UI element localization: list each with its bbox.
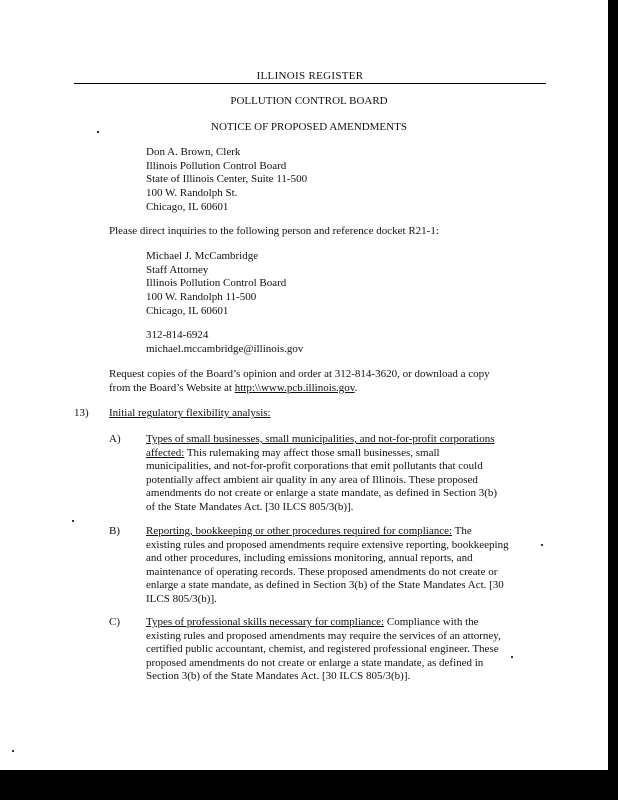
item-a-heading-line-1: Types of small businesses, small municipalities, and not-for-profit corporations — [146, 433, 495, 445]
item-a-line: potentially affect ambient air quality in any area of Illinois. These proposed — [146, 473, 478, 486]
item-a-line: of the State Mandates Act. [30 ILCS 805/3(b)]. — [146, 500, 354, 513]
item-c-line: existing rules and proposed amendments may require the services of an attorney, — [146, 629, 501, 642]
scan-speck — [541, 544, 543, 546]
inquiries-text: Please direct inquiries to the following person and reference docket R21-1: — [109, 225, 439, 237]
contact-phone: 312-814-6924 — [146, 329, 209, 341]
address-line: Chicago, IL 60601 — [146, 200, 229, 213]
contact-line: 100 W. Randolph 11-500 — [146, 291, 257, 304]
item-c-line: certified public accountant, chemist, and registered professional engineer. These — [146, 643, 499, 656]
item-letter-c: C) — [109, 616, 120, 628]
contact-line: Illinois Pollution Control Board — [146, 277, 287, 290]
contact-line: Staff Attorney — [146, 263, 209, 276]
item-b-paragraph — [146, 525, 509, 607]
item-a-line-2 — [146, 447, 497, 461]
item-b-line: maintenance of operating records. These proposed amendments do not create or — [146, 565, 498, 578]
item-b-line-1 — [146, 525, 509, 539]
contact-email: michael.mccambridge@illinois.gov — [146, 343, 304, 355]
item-a-line: municipalities, and not-for-profit corporations that emit pollutants that could — [146, 460, 483, 473]
item-c-line: Section 3(b) of the State Mandates Act. [30 ILCS 805/3(b)]. — [146, 670, 411, 683]
website-link[interactable]: http:\\www.pcb.illinois.gov — [234, 381, 355, 394]
item-letter-a: A) — [109, 433, 121, 445]
item-a-line-2-rest: This rulemaking may affect those small businesses, small — [184, 446, 440, 459]
item-b-heading-rest: The — [452, 525, 472, 537]
request-line-2 — [109, 382, 490, 396]
contact-line: Chicago, IL 60601 — [146, 304, 229, 317]
item-a-paragraph — [146, 433, 497, 515]
address-line: Illinois Pollution Control Board — [146, 159, 287, 172]
request-copies-text — [109, 368, 490, 395]
address-line: State of Illinois Center, Suite 11-500 — [146, 173, 308, 186]
scan-speck — [72, 520, 74, 522]
item-letter-b: B) — [109, 525, 120, 537]
item-c-line: proposed amendments do not create or enlarge a state mandate, as defined in — [146, 656, 484, 669]
board-title: POLLUTION CONTROL BOARD — [230, 95, 388, 107]
address-line: 100 W. Randolph St. — [146, 187, 238, 200]
request-line-2-text: from the Board’s Website at — [109, 381, 235, 394]
scan-speck — [97, 131, 99, 133]
item-b-line: ILCS 805/3(b)]. — [146, 592, 217, 605]
item-c-heading: Types of professional skills necessary for compliance: — [146, 616, 385, 628]
item-b-line: enlarge a state mandate, as defined in Section 3(b) of the State Mandates Act. [30 — [146, 579, 504, 592]
item-a-line: amendments do not create or enlarge a state mandate, as defined in Section 3(b) — [146, 487, 498, 500]
contact-line: Michael J. McCambridge — [146, 250, 259, 262]
item-b-heading: Reporting, bookkeeping or other procedures required for compliance: — [146, 525, 453, 537]
register-header: ILLINOIS REGISTER — [74, 70, 546, 84]
item-c-line-1 — [146, 616, 501, 630]
address-line: Don A. Brown, Clerk — [146, 146, 241, 158]
period: . — [354, 381, 358, 394]
section-title: Initial regulatory flexibility analysis: — [109, 407, 271, 419]
item-c-heading-rest: Compliance with the — [384, 616, 479, 628]
item-b-line: existing rules and proposed amendments require extensive reporting, bookkeeping — [146, 538, 509, 551]
section-number: 13) — [74, 407, 89, 419]
item-b-line: and other procedures, including emissions monitoring, annual reports, and — [146, 552, 473, 565]
request-line-1: Request copies of the Board’s opinion and order at 312-814-3620, or download a copy — [109, 368, 490, 380]
item-c-paragraph — [146, 616, 501, 684]
notice-title: NOTICE OF PROPOSED AMENDMENTS — [211, 121, 407, 133]
scan-speck — [12, 750, 14, 752]
clerk-address — [146, 146, 307, 215]
contact-block — [146, 250, 286, 319]
item-a-heading-line-2: affected: — [146, 446, 185, 459]
scan-speck — [511, 656, 513, 658]
